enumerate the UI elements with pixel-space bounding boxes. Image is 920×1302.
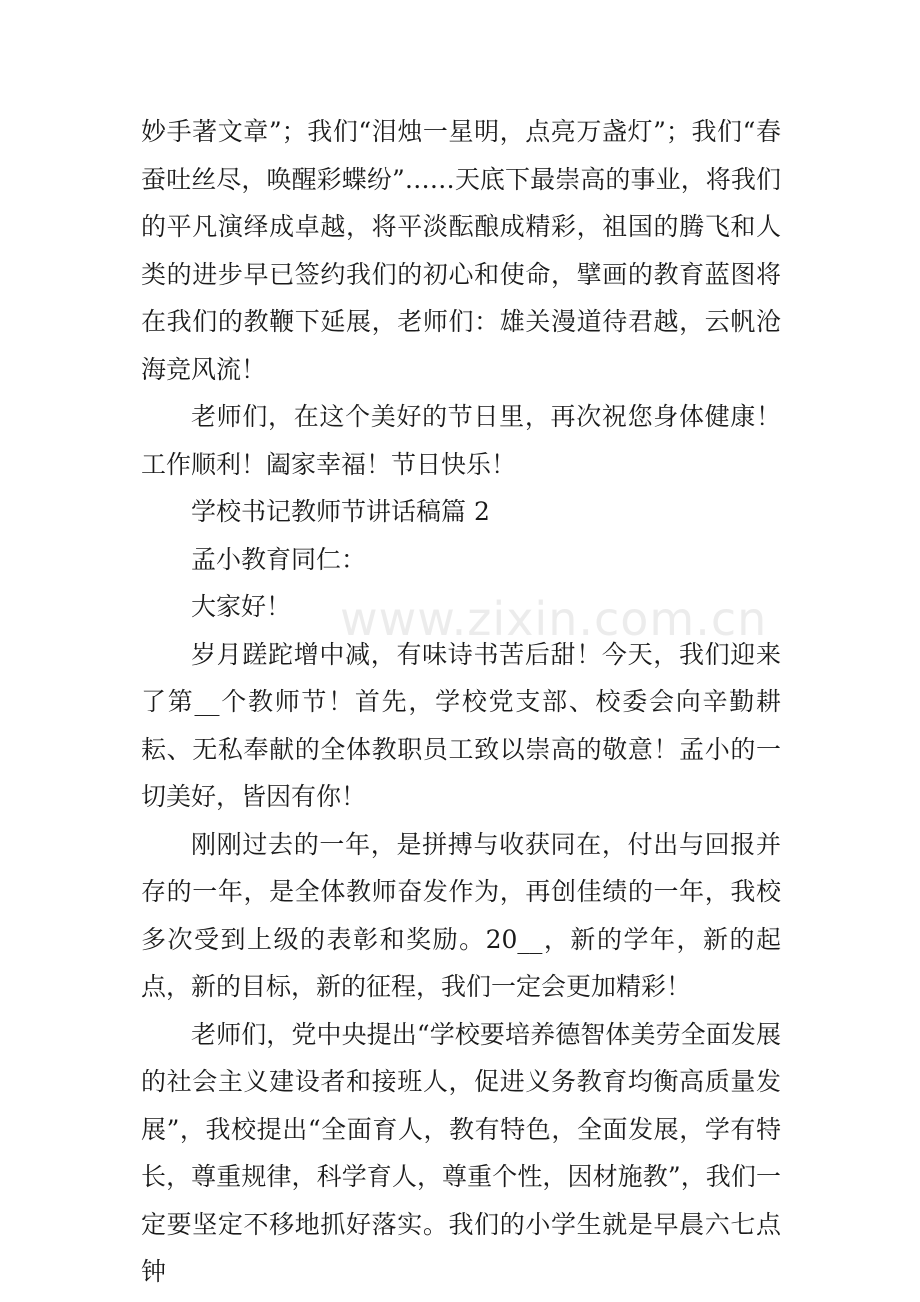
paragraph-wishes: 老师们，在这个美好的节日里，再次祝您身体健康！工作顺利！阖家幸福！节日快乐！ <box>141 402 781 479</box>
paragraph-continued: 妙手著文章”；我们“泪烛一星明，点亮万盏灯”；我们“春蚕吐丝尽，唤醒彩蝶纷”……天底下最崇高的事业，将我们的平凡演绎成卓越，将平淡酝酿成精彩，祖国的腾飞和人类的进步早已签约我们的初心和使命，擘画的教育蓝图将在我们的教鞭下延展，老师们：雄关漫道待君越，云帆沧海竞风流！ <box>141 117 781 384</box>
watermark: www.zixin.com.cn <box>340 592 768 646</box>
salutation: 孟小教育同仁： <box>191 544 367 574</box>
document-body <box>141 108 781 1296</box>
paragraph-policy: 老师们，党中央提出“学校要培养德智体美劳全面发展的社会主义建设者和接班人，促进义务教育均衡高质量发展”，我校提出“全面育人，教有特色，全面发展，学有特长，尊重规律，科学育人，尊重个性，因材施教”，我们一定要坚定不移地抓好落实。我们的小学生就是早晨六七点钟 <box>141 1019 781 1286</box>
greeting: 大家好！ <box>191 592 292 621</box>
paragraph-review: 刚刚过去的一年，是拼搏与收获同在，付出与回报并存的一年，是全体教师奋发作为，再创佳绩的一年，我校多次受到上级的表彰和奖励。20__，新的学年，新的起点，新的目标，新的征程，我们一定会更加精彩！ <box>141 829 781 1001</box>
section-title: 学校书记教师节讲话稿篇 2 <box>191 497 490 526</box>
paragraph-opening: 岁月蹉跎增中减，有味诗书苦后甜！今天，我们迎来了第__个教师节！首先，学校党支部、校委会向辛勤耕耘、无私奉献的全体教职员工致以崇高的敬意！孟小的一切美好，皆因有你！ <box>141 639 781 811</box>
